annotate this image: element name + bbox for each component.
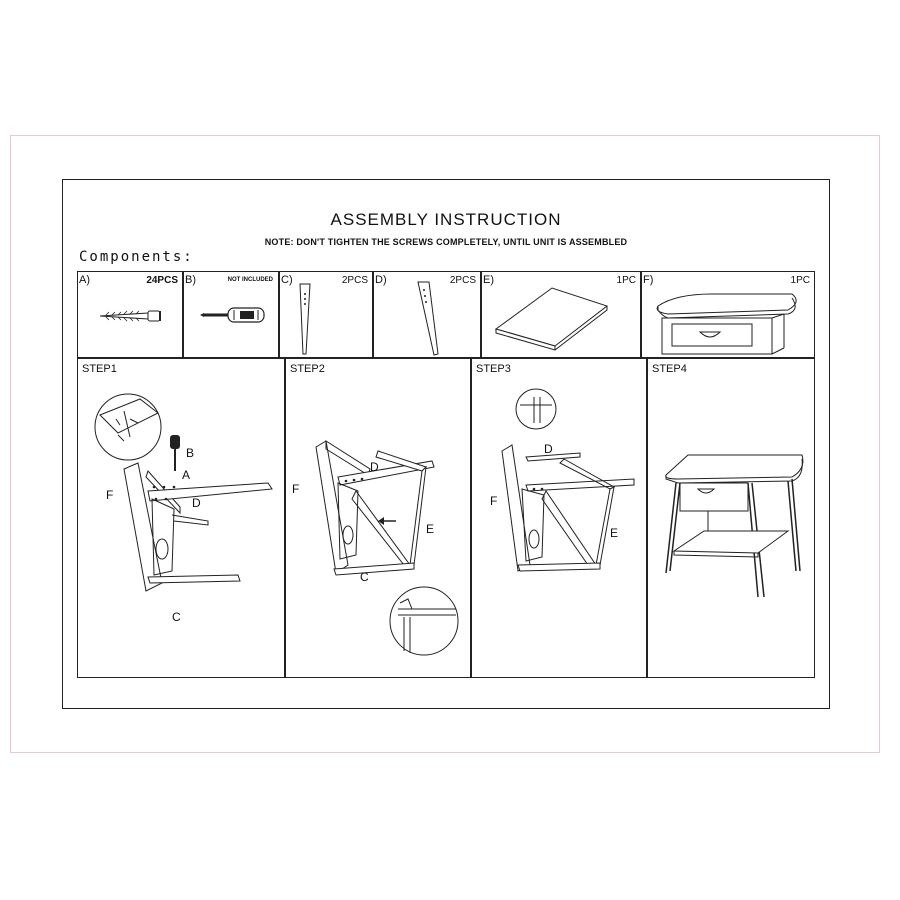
callout-e: E	[426, 522, 435, 536]
component-e	[481, 271, 641, 358]
callout-d: D	[544, 442, 553, 456]
step-1-panel	[77, 358, 285, 678]
assembly-note: NOTE: DON'T TIGHTEN THE SCREWS COMPLETELY, UNTIL UNIT IS ASSEMBLED	[264, 237, 628, 247]
step-4-panel	[647, 358, 815, 678]
component-c	[279, 271, 373, 358]
callout-c: C	[360, 570, 369, 584]
step-2-panel	[285, 358, 471, 678]
instruction-sheet	[62, 179, 830, 709]
leg-d-icon	[374, 272, 482, 359]
step-label: STEP2	[290, 363, 325, 375]
callout-f: F	[292, 482, 300, 496]
components-heading: Components:	[79, 249, 194, 265]
component-b	[183, 271, 279, 358]
component-qty: 1PC	[790, 275, 810, 286]
component-qty: NOT INCLUDED	[227, 277, 273, 283]
detail-magnifier	[390, 587, 458, 655]
callout-f: F	[106, 488, 114, 502]
step-label: STEP1	[82, 363, 117, 375]
page-title: ASSEMBLY INSTRUCTION	[330, 210, 562, 229]
shelf-panel-icon	[482, 272, 642, 359]
leg-c-icon	[280, 272, 374, 359]
component-qty: 2PCS	[449, 275, 476, 286]
screwdriver-icon	[184, 272, 280, 359]
component-qty: 24PCS	[146, 275, 178, 286]
callout-f: F	[490, 494, 498, 508]
callout-a: A	[182, 468, 191, 482]
step-label: STEP4	[652, 363, 687, 375]
callout-d: D	[370, 460, 379, 474]
component-letter: F)	[643, 274, 654, 286]
component-letter: B)	[185, 274, 196, 286]
detail-magnifier	[516, 389, 556, 429]
component-f	[641, 271, 815, 358]
component-letter: D)	[375, 274, 387, 286]
component-a	[77, 271, 183, 358]
step-3-panel	[471, 358, 647, 678]
component-letter: C)	[281, 274, 293, 286]
component-letter: A)	[79, 274, 90, 286]
component-letter: E)	[483, 274, 494, 286]
screw-icon	[78, 272, 184, 359]
step-1-diagram	[78, 359, 286, 679]
component-d	[373, 271, 481, 358]
callout-d: D	[192, 496, 201, 510]
component-qty: 1PC	[616, 275, 636, 286]
step-label: STEP3	[476, 363, 511, 375]
step-4-diagram	[648, 359, 816, 679]
component-qty: 2PCS	[341, 275, 368, 286]
step-2-diagram	[286, 359, 472, 679]
callout-e: E	[610, 526, 619, 540]
tabletop-drawer-icon	[642, 272, 816, 359]
step-3-diagram	[472, 359, 648, 679]
callout-b: B	[186, 446, 195, 460]
callout-c: C	[172, 610, 181, 624]
